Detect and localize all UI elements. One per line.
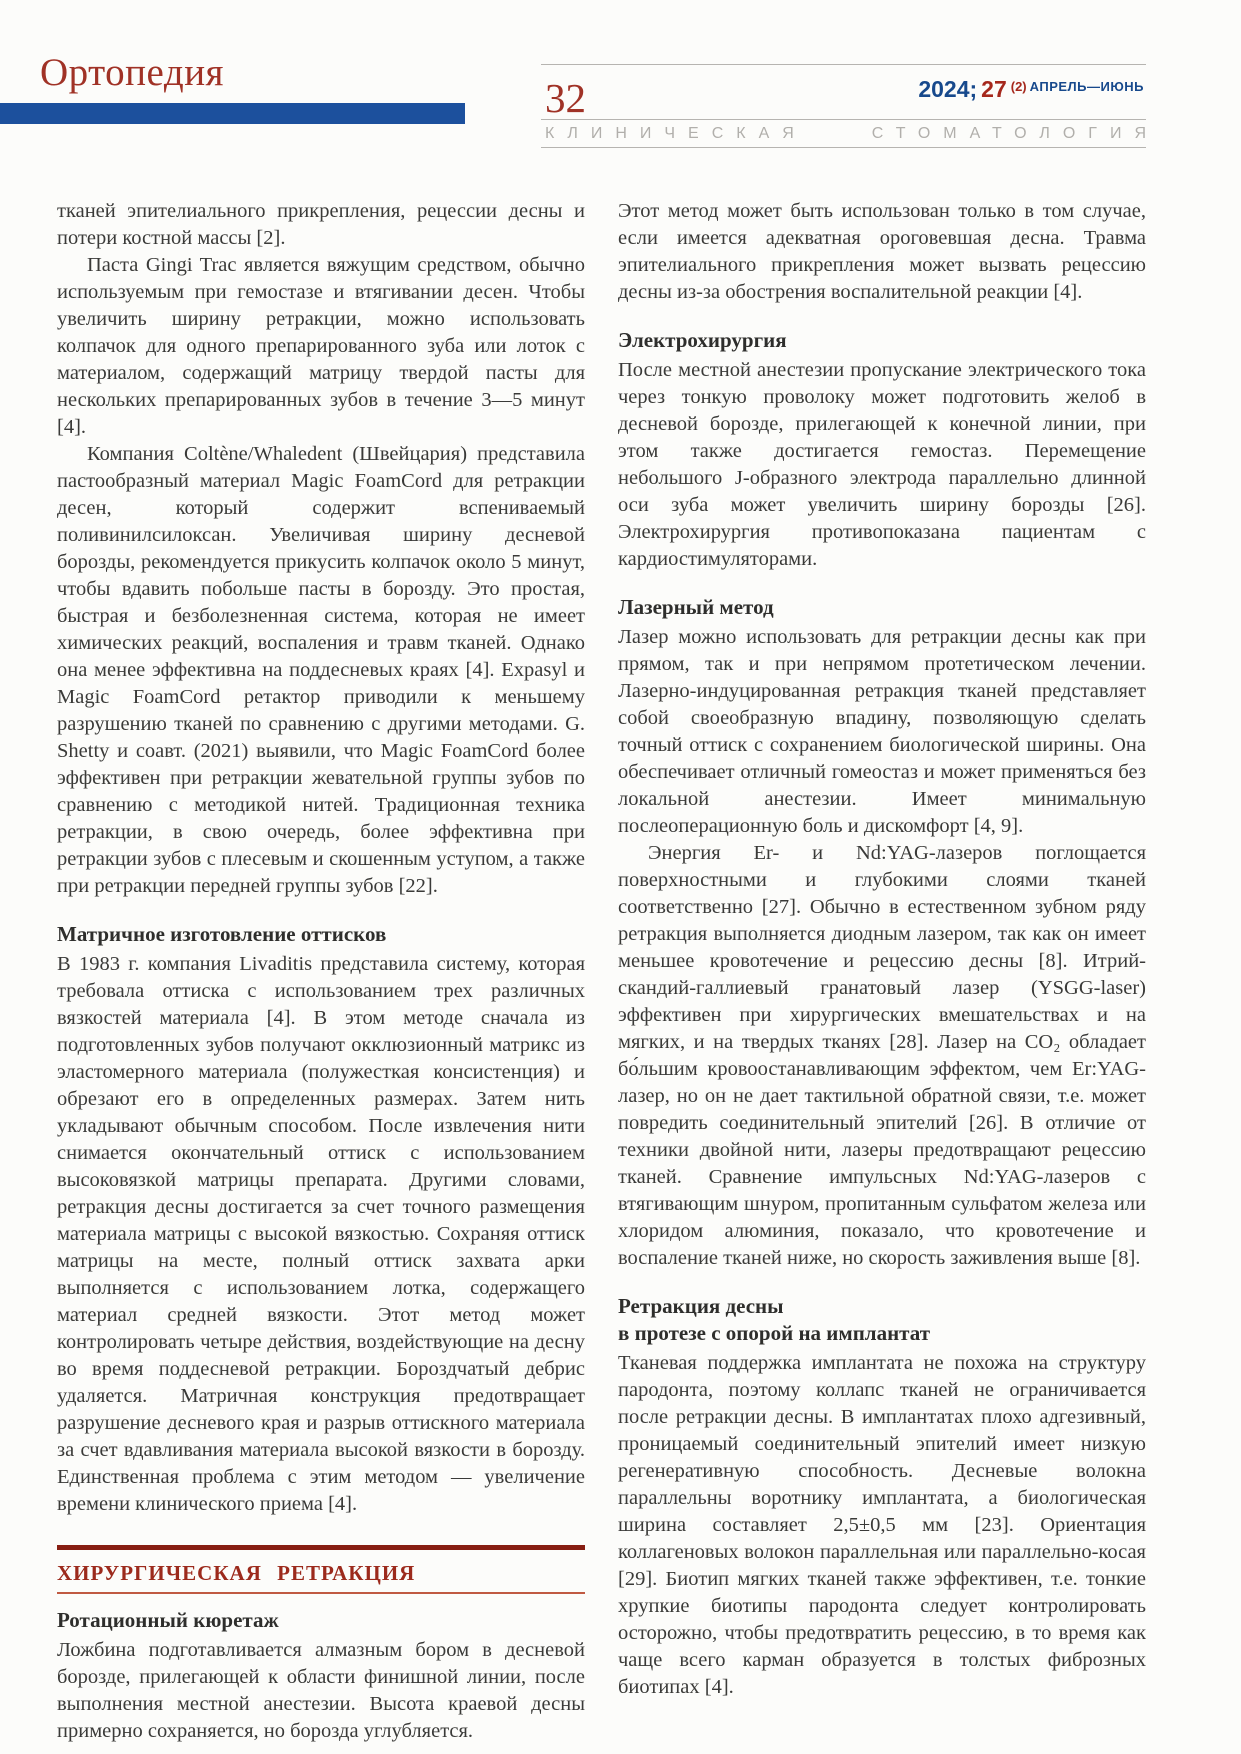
subheading-implant-retraction: [618, 1293, 1146, 1347]
header-row: [541, 65, 1146, 119]
subheading-laser-method: Лазерный метод: [618, 595, 774, 619]
subheading-electrosurgery: Электрохирургия: [618, 328, 787, 352]
paragraph-laser-1: Лазер можно использовать для ретракции десны как при прямом, так и при непрямом протетическом лечении. Лазерно-индуцированная ретракция тканей представляет собой своеобразную впадину, позволяющую сделать точный оттиск с сохранением биологической ширины. Она обеспечивает отличный гомеостаз и может применяться без локальной анестезии. Имеет минимальную послеоперационную боль и дискомфорт [4, 9].: [618, 626, 1146, 837]
issue-months: АПРЕЛЬ—ИЮНЬ: [1029, 79, 1144, 94]
paragraph-matrix: В 1983 г. компания Livaditis представила систему, которая требовала оттиска с использованием трех различных вязкостей материала [4]. В этом методе сначала из подготовленных зубов получают окклюзионный матрикс из эластомерного материала (полужесткая консистенция) и обрезают его в определенных размерах. Затем нить укладывают обычным способом. После извлечения нити снимается окончательный оттиск с использованием высоковязкой матрицы препарата. Другими словами, ретракция десны достигается за счет точного размещения материала матрицы с высокой вязкостью. Сохраняя оттиск матрицы на месте, полный оттиск захвата арки выполняется с использованием лотка, содержащего материал средней вязкости. Этот метод может контролировать четыре действия, воздействующие на десну во время поддесневой ретракции. Бороздчатый дебрис удаляется. Матричная конструкция предотвращает разрушение десневого края и разрыв оттискного материала за счет вдавливания материала высокой вязкости в борозду. Единственная проблема с этим методом — увеличение времени клинического приема [4].: [57, 953, 585, 1515]
issue-number: (2): [1010, 79, 1027, 94]
paragraph-coltene: Компания Coltène/Whaledent (Швейцария) представила пастообразный материал Magic FoamCord для ретракции десен, который содержит вспениваемый поливинилсилоксан. Увеличивая ширину десневой борозды, рекомендуется прикусить колпачок около 5 минут, чтобы вдавить побольше пасты в борозду. Это простая, быстрая и безболезненная система, которая не имеет химических реакций, воспаления и травм тканей. Однако она менее эффективна на поддесневых краях [4]. Expasyl и Magic FoamCord ретактор приводили к меньшему разрушению тканей по сравнению с другими методами. G. Shetty и соавт. (2021) выявили, что Magic FoamCord более эффективен при ретракции жевательной группы зубов по сравнению с методикой нитей. Традиционная техника ретракции, в свою очередь, более эффективна при ретракции зубов с плесевым и скошенным уступом, а также при ретракции передней группы зубов [22].: [57, 443, 585, 897]
issue-info: [918, 76, 1144, 119]
paragraph-electrosurgery: После местной анестезии пропускание электрического тока через тонкую проволоку может подготовить желоб в десневой борозде, прилегающей к конечной линии, при этом также достигается гемостаз. Перемещение небольшого J-образного электрода параллельно длинной оси зуба может увеличить ширину борозды [26]. Электрохирургия противопоказана пациентам с кардиостимуляторами.: [618, 359, 1146, 570]
page-number: 32: [545, 75, 586, 121]
section-rule-bottom: [57, 1592, 585, 1594]
paragraph-laser-2: Энергия Er- и Nd:YAG-лазеров поглощается поверхностными и глубокими слоями тканей соответственно [27]. Обычно в естественном зубном ряду ретракция выполняется диодным лазером, так как он имеет меньшее кровотечение и рецессию десны [8]. Итрий-скандий-галлиевый гранатовый лазер (YSGG-laser) эффективен при хирургических вмешательствах и на мягких, и на твердых тканях [28]. Лазер на CO₂ обладает бо́льшим кровоостанавливающим эффектом, чем Er:YAG-лазер, но он не дает тактильной обратной связи, т.е. может повредить соединительный эпителий [26]. В отличие от техники двойной нити, лазеры предотвращают рецессию тканей. Сравнение импульсных Nd:YAG-лазеров с втягивающим шнуром, пропитанным сульфатом железа или хлоридом алюминия, показало, что кровотечение и воспаление тканей ниже, но скорость заживления выше [8].: [618, 842, 1146, 1269]
paragraph-gingi-trac: Паста Gingi Trac является вяжущим средством, обычно используемым при гемостазе и втягивании десен. Чтобы увеличить ширину ретракции, можно использовать колпачок для одного препарированного зуба или лоток с материалом, содержащий матрицу твердой пасты для нескольких препарированных зубов в течение 3—5 минут [4].: [57, 254, 585, 438]
section-label: Ортопедия: [40, 51, 224, 94]
journal-title-word-2: СТОМАТОЛОГИЯ: [871, 125, 1159, 142]
journal-title: [541, 120, 1159, 147]
journal-header: [541, 64, 1159, 148]
issue-year: 2024;: [918, 76, 978, 102]
article-body: [57, 198, 1146, 1745]
subheading-matrix-impressions: Матричное изготовление оттисков: [57, 922, 387, 946]
section-heading-block: [57, 1545, 585, 1594]
header-rule-bottom: [541, 147, 1146, 148]
journal-title-word-1: КЛИНИЧЕСКАЯ: [545, 125, 807, 142]
subheading-implant-line-2: в протезе с опорой на имплантат: [618, 1321, 931, 1345]
right-column: [618, 198, 1146, 1745]
paragraph-continuation: тканей эпителиального прикрепления, рецессии десны и потери костной массы [2].: [57, 200, 585, 249]
paragraph-rotary-curettage: Ложбина подготавливается алмазным бором в десневой борозде, прилегающей к области финишной линии, после выполнения местной анестезии. Высота краевой десны примерно сохраняется, но борозда углубляется.: [57, 1639, 585, 1743]
left-column: [57, 198, 585, 1745]
subheading-implant-line-1: Ретракция десны: [618, 1294, 784, 1318]
issue-volume: 27: [981, 76, 1007, 102]
section-underline-bar: [0, 103, 465, 124]
section-rule-top: [57, 1545, 585, 1550]
section-heading-surgical-retraction: ХИРУРГИЧЕСКАЯ РЕТРАКЦИЯ: [57, 1561, 416, 1585]
paragraph-implant: Тканевая поддержка имплантата не похожа на структуру пародонта, поэтому коллапс тканей не ограничивается после ретракции десны. В имплантатах плохо адгезивный, проницаемый соединительный эпителий имеет низкую регенеративную способность. Десневые волокна параллельны воротнику имплантата, а биологическая ширина составляет 2,5±0,5 мм [23]. Ориентация коллагеновых волокон параллельная или параллельно-косая [29]. Биотип мягких тканей также эффективен, т.е. тонкие хрупкие биотипы пародонта следует контролировать осторожно, чтобы предотвратить рецессию, в то время как чаще всего карман образуется в толстых фиброзных биотипах [4].: [618, 1352, 1146, 1698]
paragraph-rotary-continuation: Этот метод может быть использован только в том случае, если имеется адекватная ороговевшая десна. Травма эпителиального прикрепления может вызвать рецессию десны из-за обострения воспалительной реакции [4].: [618, 200, 1146, 303]
subheading-rotary-curettage: Ротационный кюретаж: [57, 1608, 279, 1633]
